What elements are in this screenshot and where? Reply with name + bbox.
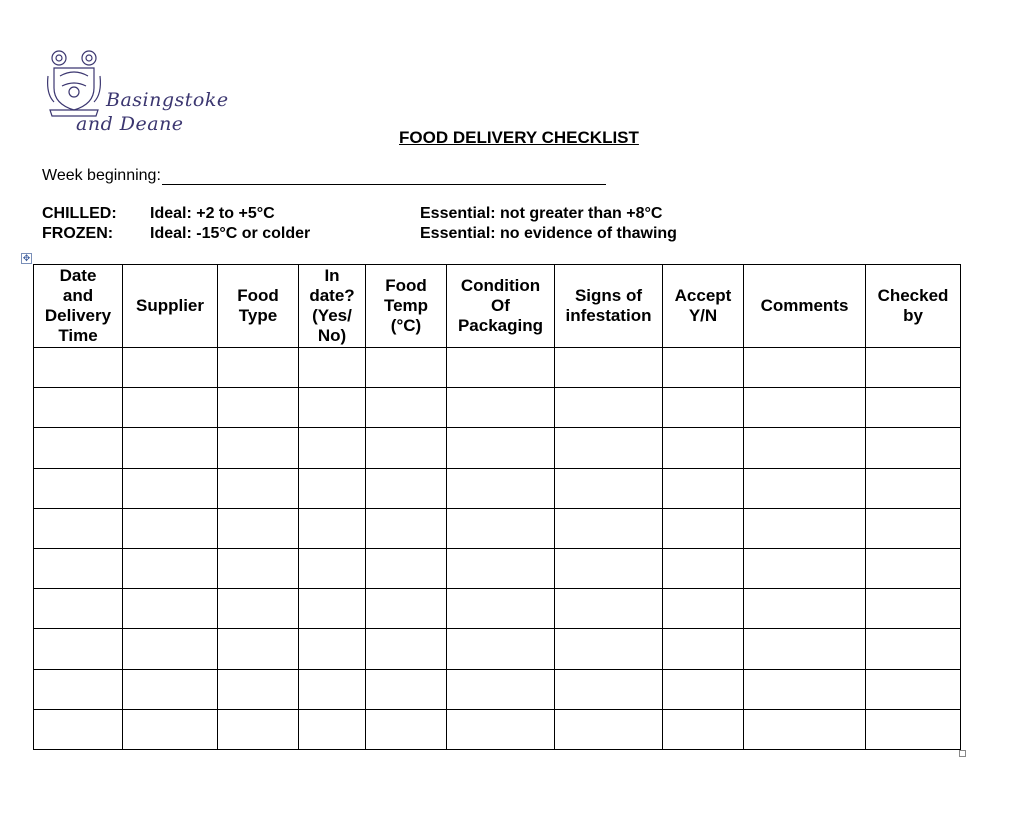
table-cell[interactable]	[663, 388, 744, 428]
page-title: FOOD DELIVERY CHECKLIST	[399, 128, 639, 147]
table-cell[interactable]	[744, 428, 866, 468]
column-header-food-temp: Food Temp (°C)	[366, 265, 447, 348]
table-cell[interactable]	[299, 508, 366, 548]
table-cell[interactable]	[663, 508, 744, 548]
table-cell[interactable]	[123, 629, 218, 669]
table-cell[interactable]	[218, 589, 299, 629]
table-cell[interactable]	[366, 468, 447, 508]
logo-text-line1: Basingstoke	[106, 89, 229, 111]
table-cell[interactable]	[866, 548, 961, 588]
delivery-checklist-table	[33, 264, 961, 750]
table-cell[interactable]	[366, 669, 447, 709]
table-cell[interactable]	[663, 629, 744, 669]
table-cell[interactable]	[663, 348, 744, 388]
table-cell[interactable]	[663, 548, 744, 588]
table-cell[interactable]	[34, 428, 123, 468]
frozen-essential: Essential: no evidence of thawing	[420, 225, 677, 242]
table-cell[interactable]	[123, 669, 218, 709]
table-cell[interactable]	[744, 348, 866, 388]
table-cell[interactable]	[123, 468, 218, 508]
week-beginning-blank-line[interactable]	[162, 167, 606, 185]
column-header-checked-by: Checked by	[866, 265, 961, 348]
table-cell[interactable]	[555, 629, 663, 669]
table-cell[interactable]	[299, 388, 366, 428]
table-cell[interactable]	[366, 589, 447, 629]
table-cell[interactable]	[555, 348, 663, 388]
table-cell[interactable]	[744, 629, 866, 669]
table-cell[interactable]	[866, 508, 961, 548]
table-cell[interactable]	[123, 589, 218, 629]
table-cell[interactable]	[744, 669, 866, 709]
table-cell[interactable]	[34, 589, 123, 629]
logo-text-line2: and Deane	[76, 113, 184, 135]
table-cell[interactable]	[299, 428, 366, 468]
table-cell[interactable]	[123, 428, 218, 468]
table-cell[interactable]	[866, 468, 961, 508]
table-cell[interactable]	[123, 548, 218, 588]
table-cell[interactable]	[299, 629, 366, 669]
table-resize-handle[interactable]	[959, 750, 966, 757]
table-cell[interactable]	[218, 709, 299, 749]
table-cell[interactable]	[218, 548, 299, 588]
table-cell[interactable]	[866, 388, 961, 428]
table-cell[interactable]	[366, 508, 447, 548]
table-cell[interactable]	[34, 709, 123, 749]
column-header-signs-infestation: Signs of infestation	[555, 265, 663, 348]
table-cell[interactable]	[447, 589, 555, 629]
table-cell[interactable]	[123, 709, 218, 749]
table-cell[interactable]	[663, 589, 744, 629]
table-cell[interactable]	[34, 388, 123, 428]
table-cell[interactable]	[366, 348, 447, 388]
frozen-label: FROZEN:	[42, 225, 114, 242]
table-cell[interactable]	[866, 669, 961, 709]
table-row	[34, 348, 961, 388]
table-cell[interactable]	[123, 348, 218, 388]
table-cell[interactable]	[123, 508, 218, 548]
table-cell[interactable]	[123, 388, 218, 428]
column-header-in-date: In date? (Yes/ No)	[299, 265, 366, 348]
frozen-ideal: Ideal: -15°C or colder	[150, 225, 311, 242]
table-cell[interactable]	[744, 468, 866, 508]
table-row	[34, 548, 961, 588]
table-cell[interactable]	[555, 388, 663, 428]
table-cell[interactable]	[663, 709, 744, 749]
table-row	[34, 388, 961, 428]
table-cell[interactable]	[299, 589, 366, 629]
table-cell[interactable]	[299, 709, 366, 749]
table-cell[interactable]	[218, 508, 299, 548]
table-cell[interactable]	[447, 548, 555, 588]
table-cell[interactable]	[663, 468, 744, 508]
table-row	[34, 589, 961, 629]
column-header-date-delivery-time: Date and Delivery Time	[34, 265, 123, 348]
table-cell[interactable]	[744, 548, 866, 588]
table-cell[interactable]	[299, 468, 366, 508]
table-cell[interactable]	[299, 669, 366, 709]
table-cell[interactable]	[447, 468, 555, 508]
table-row	[34, 629, 961, 669]
table-cell[interactable]	[366, 428, 447, 468]
table-cell[interactable]	[34, 468, 123, 508]
table-cell[interactable]	[299, 548, 366, 588]
table-row	[34, 709, 961, 749]
coat-of-arms-icon	[46, 46, 106, 118]
table-cell[interactable]	[218, 388, 299, 428]
table-cell[interactable]	[555, 709, 663, 749]
table-cell[interactable]	[447, 428, 555, 468]
table-cell[interactable]	[34, 508, 123, 548]
table-cell[interactable]	[366, 709, 447, 749]
table-cell[interactable]	[34, 548, 123, 588]
table-cell[interactable]	[555, 468, 663, 508]
table-move-handle-icon[interactable]: ✥	[22, 253, 31, 263]
chilled-essential: Essential: not greater than +8°C	[420, 205, 663, 222]
chilled-ideal: Ideal: +2 to +5°C	[150, 205, 275, 222]
table-cell[interactable]	[447, 348, 555, 388]
week-beginning-field[interactable]	[42, 167, 606, 185]
table-cell[interactable]	[447, 388, 555, 428]
table-header-row	[34, 265, 961, 348]
table-cell[interactable]	[218, 428, 299, 468]
table-row	[34, 669, 961, 709]
table-row	[34, 468, 961, 508]
table-cell[interactable]	[555, 589, 663, 629]
column-header-comments: Comments	[744, 265, 866, 348]
column-header-food-type: Food Type	[218, 265, 299, 348]
table-cell[interactable]	[447, 709, 555, 749]
table-cell[interactable]	[866, 348, 961, 388]
table-cell[interactable]	[866, 428, 961, 468]
table-cell[interactable]	[866, 629, 961, 669]
chilled-label: CHILLED:	[42, 205, 117, 222]
table-cell[interactable]	[218, 468, 299, 508]
table-cell[interactable]	[555, 508, 663, 548]
table-row	[34, 428, 961, 468]
table-cell[interactable]	[366, 388, 447, 428]
table-cell[interactable]	[663, 428, 744, 468]
council-logo	[46, 46, 246, 138]
table-row	[34, 508, 961, 548]
table-cell[interactable]	[555, 548, 663, 588]
week-beginning-label: Week beginning:	[42, 167, 161, 184]
table-cell[interactable]	[34, 348, 123, 388]
table-cell[interactable]	[447, 629, 555, 669]
table-cell[interactable]	[218, 348, 299, 388]
table-cell[interactable]	[218, 629, 299, 669]
table-cell[interactable]	[744, 508, 866, 548]
table-cell[interactable]	[744, 589, 866, 629]
table-cell[interactable]	[744, 709, 866, 749]
table-cell[interactable]	[299, 348, 366, 388]
table-cell[interactable]	[866, 709, 961, 749]
table-cell[interactable]	[447, 669, 555, 709]
table-cell[interactable]	[34, 629, 123, 669]
table-cell[interactable]	[34, 669, 123, 709]
table-cell[interactable]	[744, 388, 866, 428]
column-header-accept: Accept Y/N	[663, 265, 744, 348]
table-cell[interactable]	[218, 669, 299, 709]
table-cell[interactable]	[663, 669, 744, 709]
table-cell[interactable]	[555, 669, 663, 709]
column-header-condition-packaging: Condition Of Packaging	[447, 265, 555, 348]
table-cell[interactable]	[447, 508, 555, 548]
table-cell[interactable]	[866, 589, 961, 629]
table-cell[interactable]	[366, 548, 447, 588]
table-cell[interactable]	[555, 428, 663, 468]
table-cell[interactable]	[366, 629, 447, 669]
column-header-supplier: Supplier	[123, 265, 218, 348]
